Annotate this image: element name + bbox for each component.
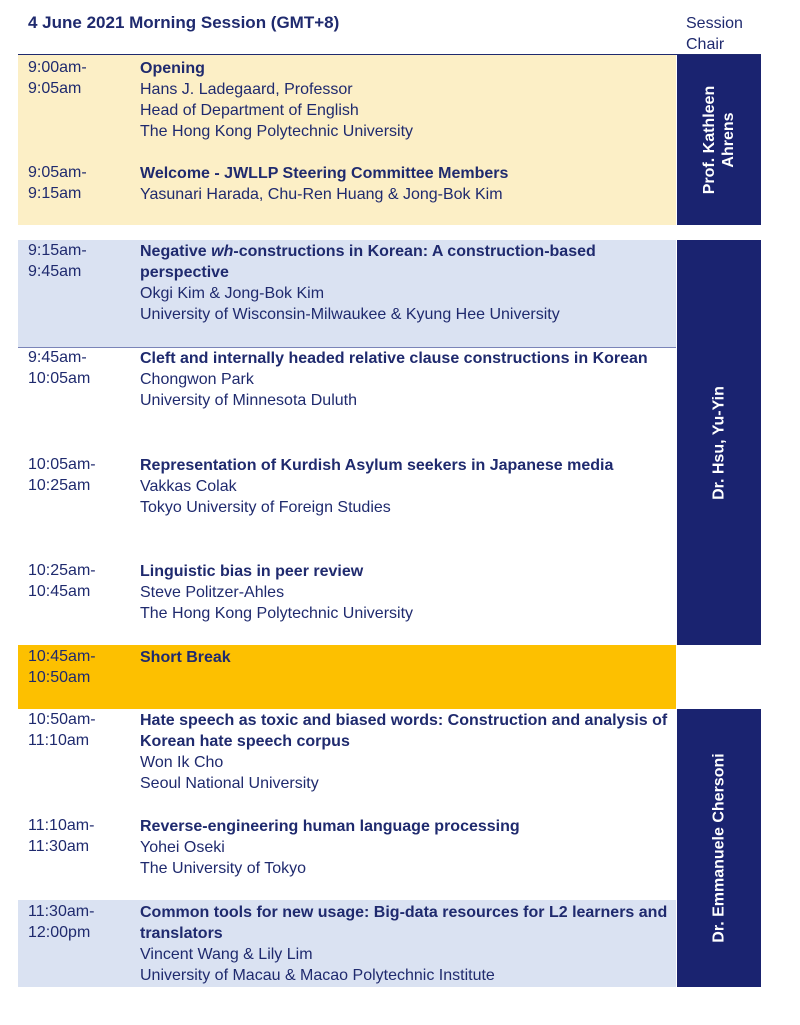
talk-title: Common tools for new usage: Big-data resources for L2 learners and translators <box>140 904 668 942</box>
affiliation-line: Seoul National University <box>140 775 319 792</box>
speaker-line: Vakkas Colak <box>140 478 237 495</box>
short-break-block <box>18 645 676 709</box>
affiliation-line: University of Wisconsin-Milwaukee & Kyung Hee University <box>140 306 560 323</box>
talk-title: Linguistic bias in peer review <box>140 563 364 580</box>
speaker-line: Steve Politzer-Ahles <box>140 584 285 601</box>
session-details <box>140 348 670 411</box>
session-details <box>140 902 670 986</box>
session-chair-hsu: Dr. Hsu, Yu-Yin <box>677 240 761 645</box>
time-slot: 11:10am- 11:30am <box>28 817 95 855</box>
affiliation-line: The Hong Kong Polytechnic University <box>140 605 414 622</box>
session-chair-ahrens: Prof. Kathleen Ahrens <box>677 55 761 225</box>
talk-title: Hate speech as toxic and biased words: Construction and analysis of Korean hate speech corpus <box>140 712 668 750</box>
time-slot: 10:05am- 10:25am <box>28 456 96 494</box>
session-details <box>140 816 670 879</box>
speaker-line: Yasunari Harada, Chu-Ren Huang & Jong-Bok Kim <box>140 186 503 203</box>
session-details <box>140 561 670 624</box>
time-slot: 10:50am- 11:10am <box>28 711 96 749</box>
break-title: Short Break <box>140 649 231 666</box>
session-details <box>140 241 670 325</box>
talk-block <box>18 709 676 900</box>
session-chair-label-2: Chair <box>686 36 725 53</box>
talk-title: Reverse-engineering human language processing <box>140 818 520 835</box>
time-slot: 10:45am- 10:50am <box>28 648 96 686</box>
session-details <box>140 163 670 205</box>
talk-block <box>18 900 676 987</box>
speaker-line: Yohei Oseki <box>140 839 225 856</box>
session-details <box>140 58 670 142</box>
affiliation-line: Tokyo University of Foreign Studies <box>140 499 391 516</box>
time-slot: 9:15am- 9:45am <box>28 242 87 280</box>
affiliation-line: Head of Department of English <box>140 102 359 119</box>
talk-block <box>18 348 676 645</box>
session-chair-label-1: Session <box>686 15 743 32</box>
time-slot: 9:05am- 9:15am <box>28 164 87 202</box>
talk-title: Cleft and internally headed relative clause constructions in Korean <box>140 350 648 367</box>
time-slot: 9:45am- 10:05am <box>28 349 91 387</box>
affiliation-line: University of Minnesota Duluth <box>140 392 357 409</box>
talk-title: Representation of Kurdish Asylum seekers in Japanese media <box>140 457 614 474</box>
session-chair-chersoni: Dr. Emmanuele Chersoni <box>677 709 761 987</box>
speaker-line: Won Ik Cho <box>140 754 224 771</box>
speaker-line: Okgi Kim & Jong-Bok Kim <box>140 285 325 302</box>
speaker-line: Vincent Wang & Lily Lim <box>140 946 313 963</box>
affiliation-line: The Hong Kong Polytechnic University <box>140 123 414 140</box>
speaker-line: Hans J. Ladegaard, Professor <box>140 81 353 98</box>
speaker-line: Chongwon Park <box>140 371 254 388</box>
talk-title: Negative wh-constructions in Korean: A construction-based perspective <box>140 243 596 281</box>
affiliation-line: University of Macau & Macao Polytechnic Institute <box>140 967 495 984</box>
time-slot: 9:00am- 9:05am <box>28 59 87 97</box>
affiliation-line: The University of Tokyo <box>140 860 306 877</box>
talk-block <box>18 240 676 347</box>
session-details <box>140 647 670 668</box>
session-details <box>140 455 670 518</box>
session-chair-header <box>686 13 743 55</box>
session-details <box>140 710 670 794</box>
opening-block <box>18 55 676 225</box>
time-slot: 10:25am- 10:45am <box>28 562 96 600</box>
time-slot: 11:30am- 12:00pm <box>28 903 95 941</box>
session-title: 4 June 2021 Morning Session (GMT+8) <box>28 13 340 32</box>
talk-title: Opening <box>140 60 205 77</box>
talk-title: Welcome - JWLLP Steering Committee Members <box>140 165 509 182</box>
